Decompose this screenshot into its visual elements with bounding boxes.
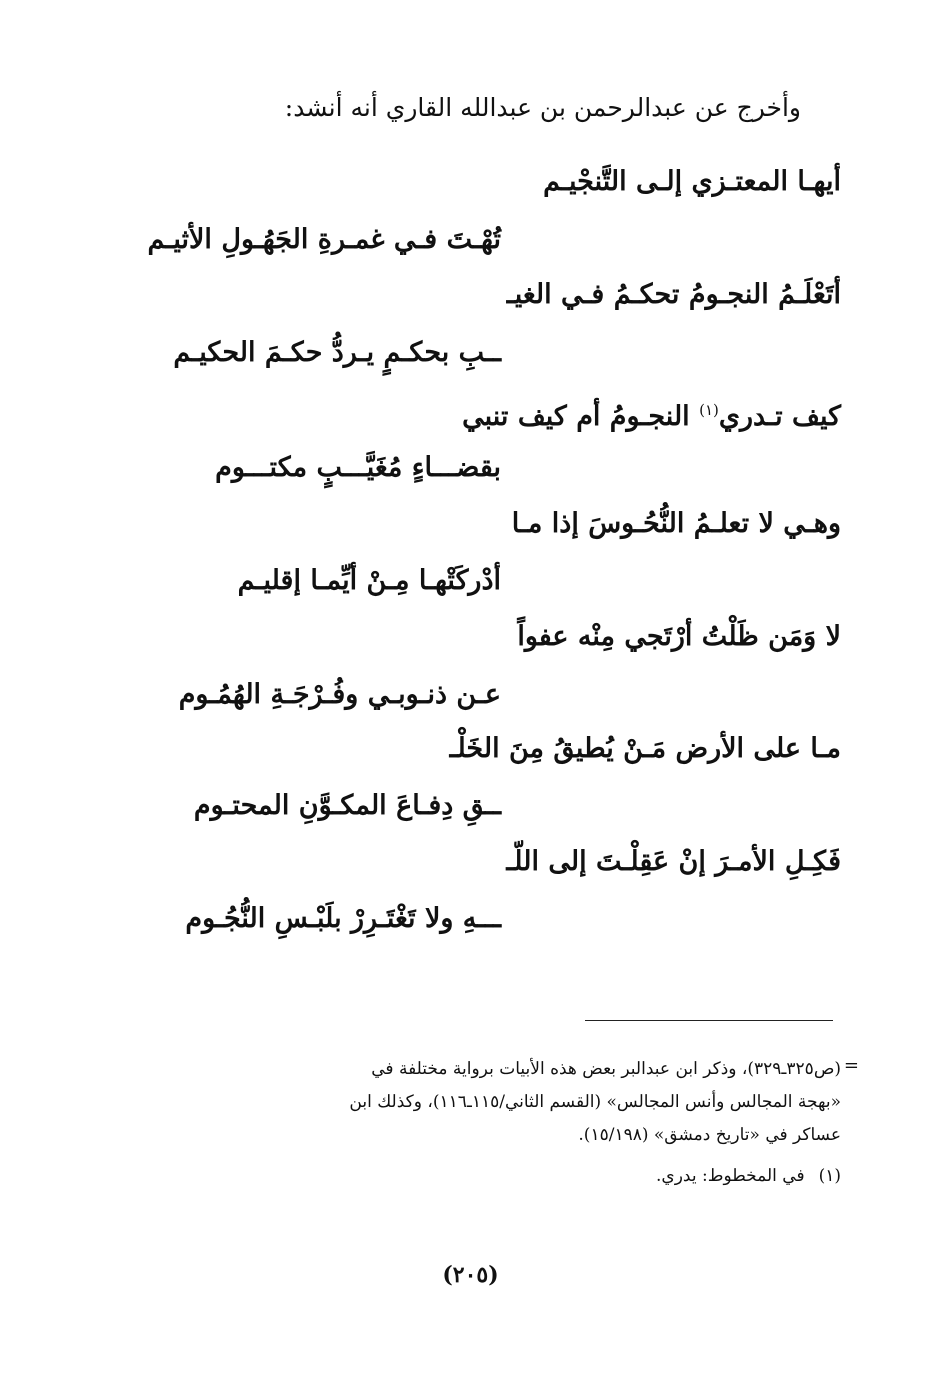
verse-2-second-hemistich: ــبِ بحكـمٍ يـردُّ حكـمَ الحكيـم	[173, 337, 501, 368]
verse-5-second-hemistich: عـن ذنـوبـي وفُـرْجَـةِ الهُمُـوم	[178, 679, 501, 710]
verse-1-first-hemistich: أيهـا المعتـزي إلـى التَّنجْيـم	[543, 166, 841, 197]
footnote-1-reference: (١)	[699, 401, 719, 419]
verse-4-second-hemistich: أدْركَتْهـا مِـنْ أيِّمـا إقليـم	[237, 565, 501, 596]
verse-1-second-hemistich: تُهْـتَ فـي غمـرةِ الجَهُـولِ الأثيـم	[147, 224, 501, 255]
verse-3-first-hemistich-rest: النجـومُ أم كيف تنبي	[462, 401, 700, 432]
verse-3-word-tadri: كيف تـدري	[718, 401, 841, 432]
verse-6-first-hemistich: مـا على الأرض مَـنْ يُطيقُ مِنَ الخَلْـ	[449, 733, 841, 764]
verse-6-second-hemistich: ــقِ دِفـاعَ المكـوَّنِ المحتـوم	[193, 790, 501, 821]
verse-3-second-hemistich: بقضـــاءٍ مُغَيَّـــبٍ مكتـــوم	[215, 452, 501, 483]
footnote-1-text: في المخطوط: يدري.	[656, 1166, 805, 1186]
footnote-continuation-line-2: «بهجة المجالس وأنس المجالس» (القسم الثاني/١١٥ـ١١٦)، وكذلك ابن	[349, 1092, 841, 1112]
footnote-continuation-line-3: عساكر في «تاريخ دمشق» (١٥/١٩٨).	[578, 1125, 841, 1145]
verse-4-first-hemistich: وهـي لا تعلـمُ النُّحُـوسَ إذا مـا	[511, 508, 841, 539]
footnote-separator	[585, 1020, 833, 1021]
verse-5-first-hemistich: لا وَمَن ظَلْتُ أرْتَجي مِنْه عفواً	[517, 621, 841, 652]
footnote-continuation-line-1: (ص٣٢٥ـ٣٢٩)، وذكر ابن عبدالبر بعض هذه الأبيات برواية مختلفة في	[371, 1059, 841, 1079]
page-number: (٢٠٥)	[442, 1262, 499, 1288]
footnote-continuation-marker: =	[843, 1055, 859, 1076]
verse-7-first-hemistich: فَكِـلِ الأمـرَ إنْ عَقِلْـتَ إلى اللّـ	[506, 846, 841, 877]
verse-3-first-hemistich	[462, 388, 841, 439]
intro-line: وأخرج عن عبدالرحمن بن عبدالله القاري أنه أنشد:	[284, 93, 801, 122]
footnote-continuation	[161, 1053, 841, 1152]
verse-7-second-hemistich: ـــهِ ولا تَغْتَـرِرْ بلَبْـسِ النُّجُـوم	[185, 903, 501, 934]
footnote-1-number: (١)	[818, 1166, 841, 1186]
verse-2-first-hemistich: أتَعْلَـمُ النجـومُ تحكـمُ فـي الغيـ	[506, 279, 841, 310]
footnote-1	[161, 1160, 841, 1193]
